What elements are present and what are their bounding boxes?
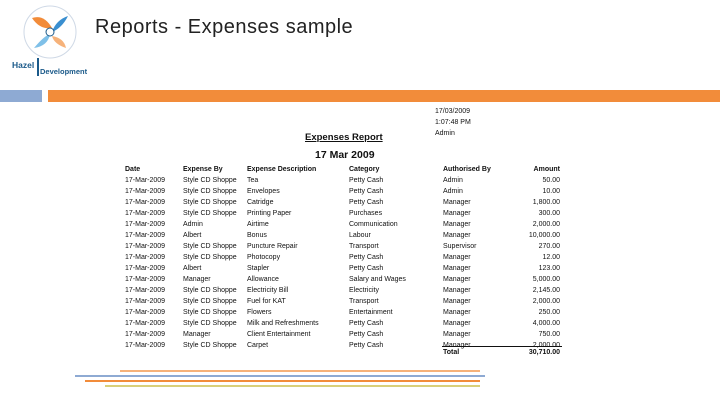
total-divider	[442, 346, 562, 347]
column-header-date: Date	[125, 166, 141, 173]
cell-category: Purchases	[349, 210, 383, 217]
total-value: 30,710.00	[528, 349, 560, 356]
cell-date: 17-Mar-2009	[125, 298, 166, 305]
cell-description: Electricity Bill	[247, 287, 289, 294]
cell-description: Allowance	[247, 276, 279, 283]
brand-name	[12, 58, 92, 82]
cell-date: 17-Mar-2009	[125, 243, 166, 250]
cell-authorised-by: Supervisor	[443, 243, 477, 250]
table-row	[125, 208, 560, 219]
cell-amount: 4,000.00	[532, 320, 560, 327]
hazel-logo-icon	[22, 4, 78, 60]
cell-category: Transport	[349, 298, 379, 305]
cell-authorised-by: Manager	[443, 309, 471, 316]
cell-authorised-by: Manager	[443, 199, 471, 206]
cell-category: Salary and Wages	[349, 276, 406, 283]
cell-category: Petty Cash	[349, 188, 384, 195]
cell-expense-by: Manager	[183, 276, 211, 283]
cell-category: Petty Cash	[349, 254, 384, 261]
column-header-expense-by: Expense By	[183, 166, 223, 173]
table-row	[125, 230, 560, 241]
cell-category: Petty Cash	[349, 342, 384, 349]
cell-expense-by: Style CD Shoppe	[183, 254, 237, 261]
cell-category: Transport	[349, 243, 379, 250]
footer-line-yellow	[105, 385, 480, 387]
cell-description: Fuel for KAT	[247, 298, 286, 305]
table-row	[125, 307, 560, 318]
cell-amount: 123.00	[538, 265, 560, 272]
cell-date: 17-Mar-2009	[125, 276, 166, 283]
cell-amount: 10.00	[542, 188, 560, 195]
cell-date: 17-Mar-2009	[125, 232, 166, 239]
table-row	[125, 186, 560, 197]
footer-line-orange	[85, 380, 480, 382]
table-row	[125, 263, 560, 274]
table-row	[125, 329, 560, 340]
column-header-description: Expense Description	[247, 166, 317, 173]
cell-authorised-by: Manager	[443, 232, 471, 239]
cell-expense-by: Style CD Shoppe	[183, 298, 237, 305]
cell-authorised-by: Manager	[443, 210, 471, 217]
cell-amount: 270.00	[538, 243, 560, 250]
cell-date: 17-Mar-2009	[125, 320, 166, 327]
cell-expense-by: Style CD Shoppe	[183, 243, 237, 250]
total-label: Total	[443, 349, 460, 356]
table-row	[125, 296, 560, 307]
cell-description: Airtime	[247, 221, 269, 228]
cell-date: 17-Mar-2009	[125, 287, 166, 294]
cell-authorised-by: Manager	[443, 254, 471, 261]
cell-description: Bonus	[247, 232, 267, 239]
table-header-row	[125, 164, 560, 175]
brand-name-line2: Development	[40, 67, 88, 76]
cell-amount: 750.00	[538, 331, 560, 338]
column-header-amount: Amount	[533, 166, 560, 173]
cell-expense-by: Albert	[183, 265, 202, 272]
table-row	[125, 219, 560, 230]
cell-category: Petty Cash	[349, 331, 384, 338]
table-row	[125, 274, 560, 285]
cell-description: Photocopy	[247, 254, 281, 261]
cell-authorised-by: Manager	[443, 298, 471, 305]
brand-divider	[37, 58, 39, 76]
cell-expense-by: Style CD Shoppe	[183, 210, 237, 217]
cell-expense-by: Manager	[183, 331, 211, 338]
table-row	[125, 241, 560, 252]
cell-date: 17-Mar-2009	[125, 331, 166, 338]
cell-category: Petty Cash	[349, 265, 384, 272]
column-header-authorised-by: Authorised By	[443, 166, 491, 173]
cell-amount: 12.00	[542, 254, 560, 261]
column-header-category: Category	[349, 166, 380, 173]
cell-category: Communication	[349, 221, 398, 228]
cell-expense-by: Style CD Shoppe	[183, 199, 237, 206]
cell-expense-by: Style CD Shoppe	[183, 309, 237, 316]
footer-line-peach	[120, 370, 480, 372]
cell-category: Entertainment	[349, 309, 393, 316]
report-title: Expenses Report	[305, 132, 383, 143]
cell-authorised-by: Manager	[443, 320, 471, 327]
cell-expense-by: Style CD Shoppe	[183, 320, 237, 327]
cell-amount: 50.00	[542, 177, 560, 184]
cell-date: 17-Mar-2009	[125, 342, 166, 349]
cell-authorised-by: Admin	[443, 177, 463, 184]
cell-date: 17-Mar-2009	[125, 199, 166, 206]
cell-description: Stapler	[247, 265, 270, 272]
table-row	[125, 318, 560, 329]
expenses-table	[125, 164, 560, 351]
cell-authorised-by: Manager	[443, 287, 471, 294]
cell-date: 17-Mar-2009	[125, 254, 166, 261]
page-title: Reports - Expenses sample	[95, 16, 354, 38]
cell-authorised-by: Admin	[443, 188, 463, 195]
cell-description: Client Entertainment	[247, 331, 311, 338]
cell-expense-by: Admin	[183, 221, 203, 228]
table-row	[125, 252, 560, 263]
cell-category: Labour	[349, 232, 371, 239]
cell-amount: 250.00	[538, 309, 560, 316]
report-print-user: Admin	[435, 130, 455, 137]
cell-amount: 5,000.00	[532, 276, 560, 283]
table-row	[125, 175, 560, 186]
cell-amount: 2,000.00	[532, 298, 560, 305]
cell-amount: 10,000.00	[528, 232, 560, 239]
cell-description: Printing Paper	[247, 210, 292, 217]
cell-expense-by: Style CD Shoppe	[183, 342, 237, 349]
cell-description: Flowers	[247, 309, 272, 316]
cell-description: Catridge	[247, 199, 274, 206]
cell-description: Envelopes	[247, 188, 280, 195]
cell-authorised-by: Manager	[443, 221, 471, 228]
header-bar-orange	[48, 90, 720, 102]
brand-name-line1: Hazel	[12, 60, 35, 70]
cell-description: Tea	[247, 177, 259, 184]
cell-amount: 300.00	[538, 210, 560, 217]
cell-amount: 1,800.00	[532, 199, 560, 206]
cell-date: 17-Mar-2009	[125, 177, 166, 184]
report-date: 17 Mar 2009	[315, 149, 375, 161]
cell-date: 17-Mar-2009	[125, 188, 166, 195]
report-print-date: 17/03/2009	[435, 108, 471, 115]
report-print-time: 1:07:48 PM	[435, 119, 471, 126]
table-row	[125, 285, 560, 296]
cell-date: 17-Mar-2009	[125, 265, 166, 272]
cell-date: 17-Mar-2009	[125, 309, 166, 316]
footer-line-blue	[75, 375, 485, 377]
cell-date: 17-Mar-2009	[125, 221, 166, 228]
cell-category: Petty Cash	[349, 320, 384, 327]
header-bar-blue	[0, 90, 42, 102]
cell-expense-by: Style CD Shoppe	[183, 188, 237, 195]
cell-description: Milk and Refreshments	[247, 320, 319, 327]
cell-amount: 2,000.00	[532, 221, 560, 228]
expenses-report	[120, 108, 570, 363]
cell-category: Electricity	[349, 287, 379, 294]
cell-authorised-by: Manager	[443, 331, 471, 338]
table-row	[125, 197, 560, 208]
cell-expense-by: Style CD Shoppe	[183, 177, 237, 184]
cell-description: Puncture Repair	[247, 243, 298, 250]
cell-category: Petty Cash	[349, 177, 384, 184]
cell-expense-by: Albert	[183, 232, 202, 239]
cell-category: Petty Cash	[349, 199, 384, 206]
cell-amount: 2,145.00	[532, 287, 560, 294]
cell-authorised-by: Manager	[443, 276, 471, 283]
cell-description: Carpet	[247, 342, 269, 349]
cell-authorised-by: Manager	[443, 265, 471, 272]
cell-expense-by: Style CD Shoppe	[183, 287, 237, 294]
cell-date: 17-Mar-2009	[125, 210, 166, 217]
